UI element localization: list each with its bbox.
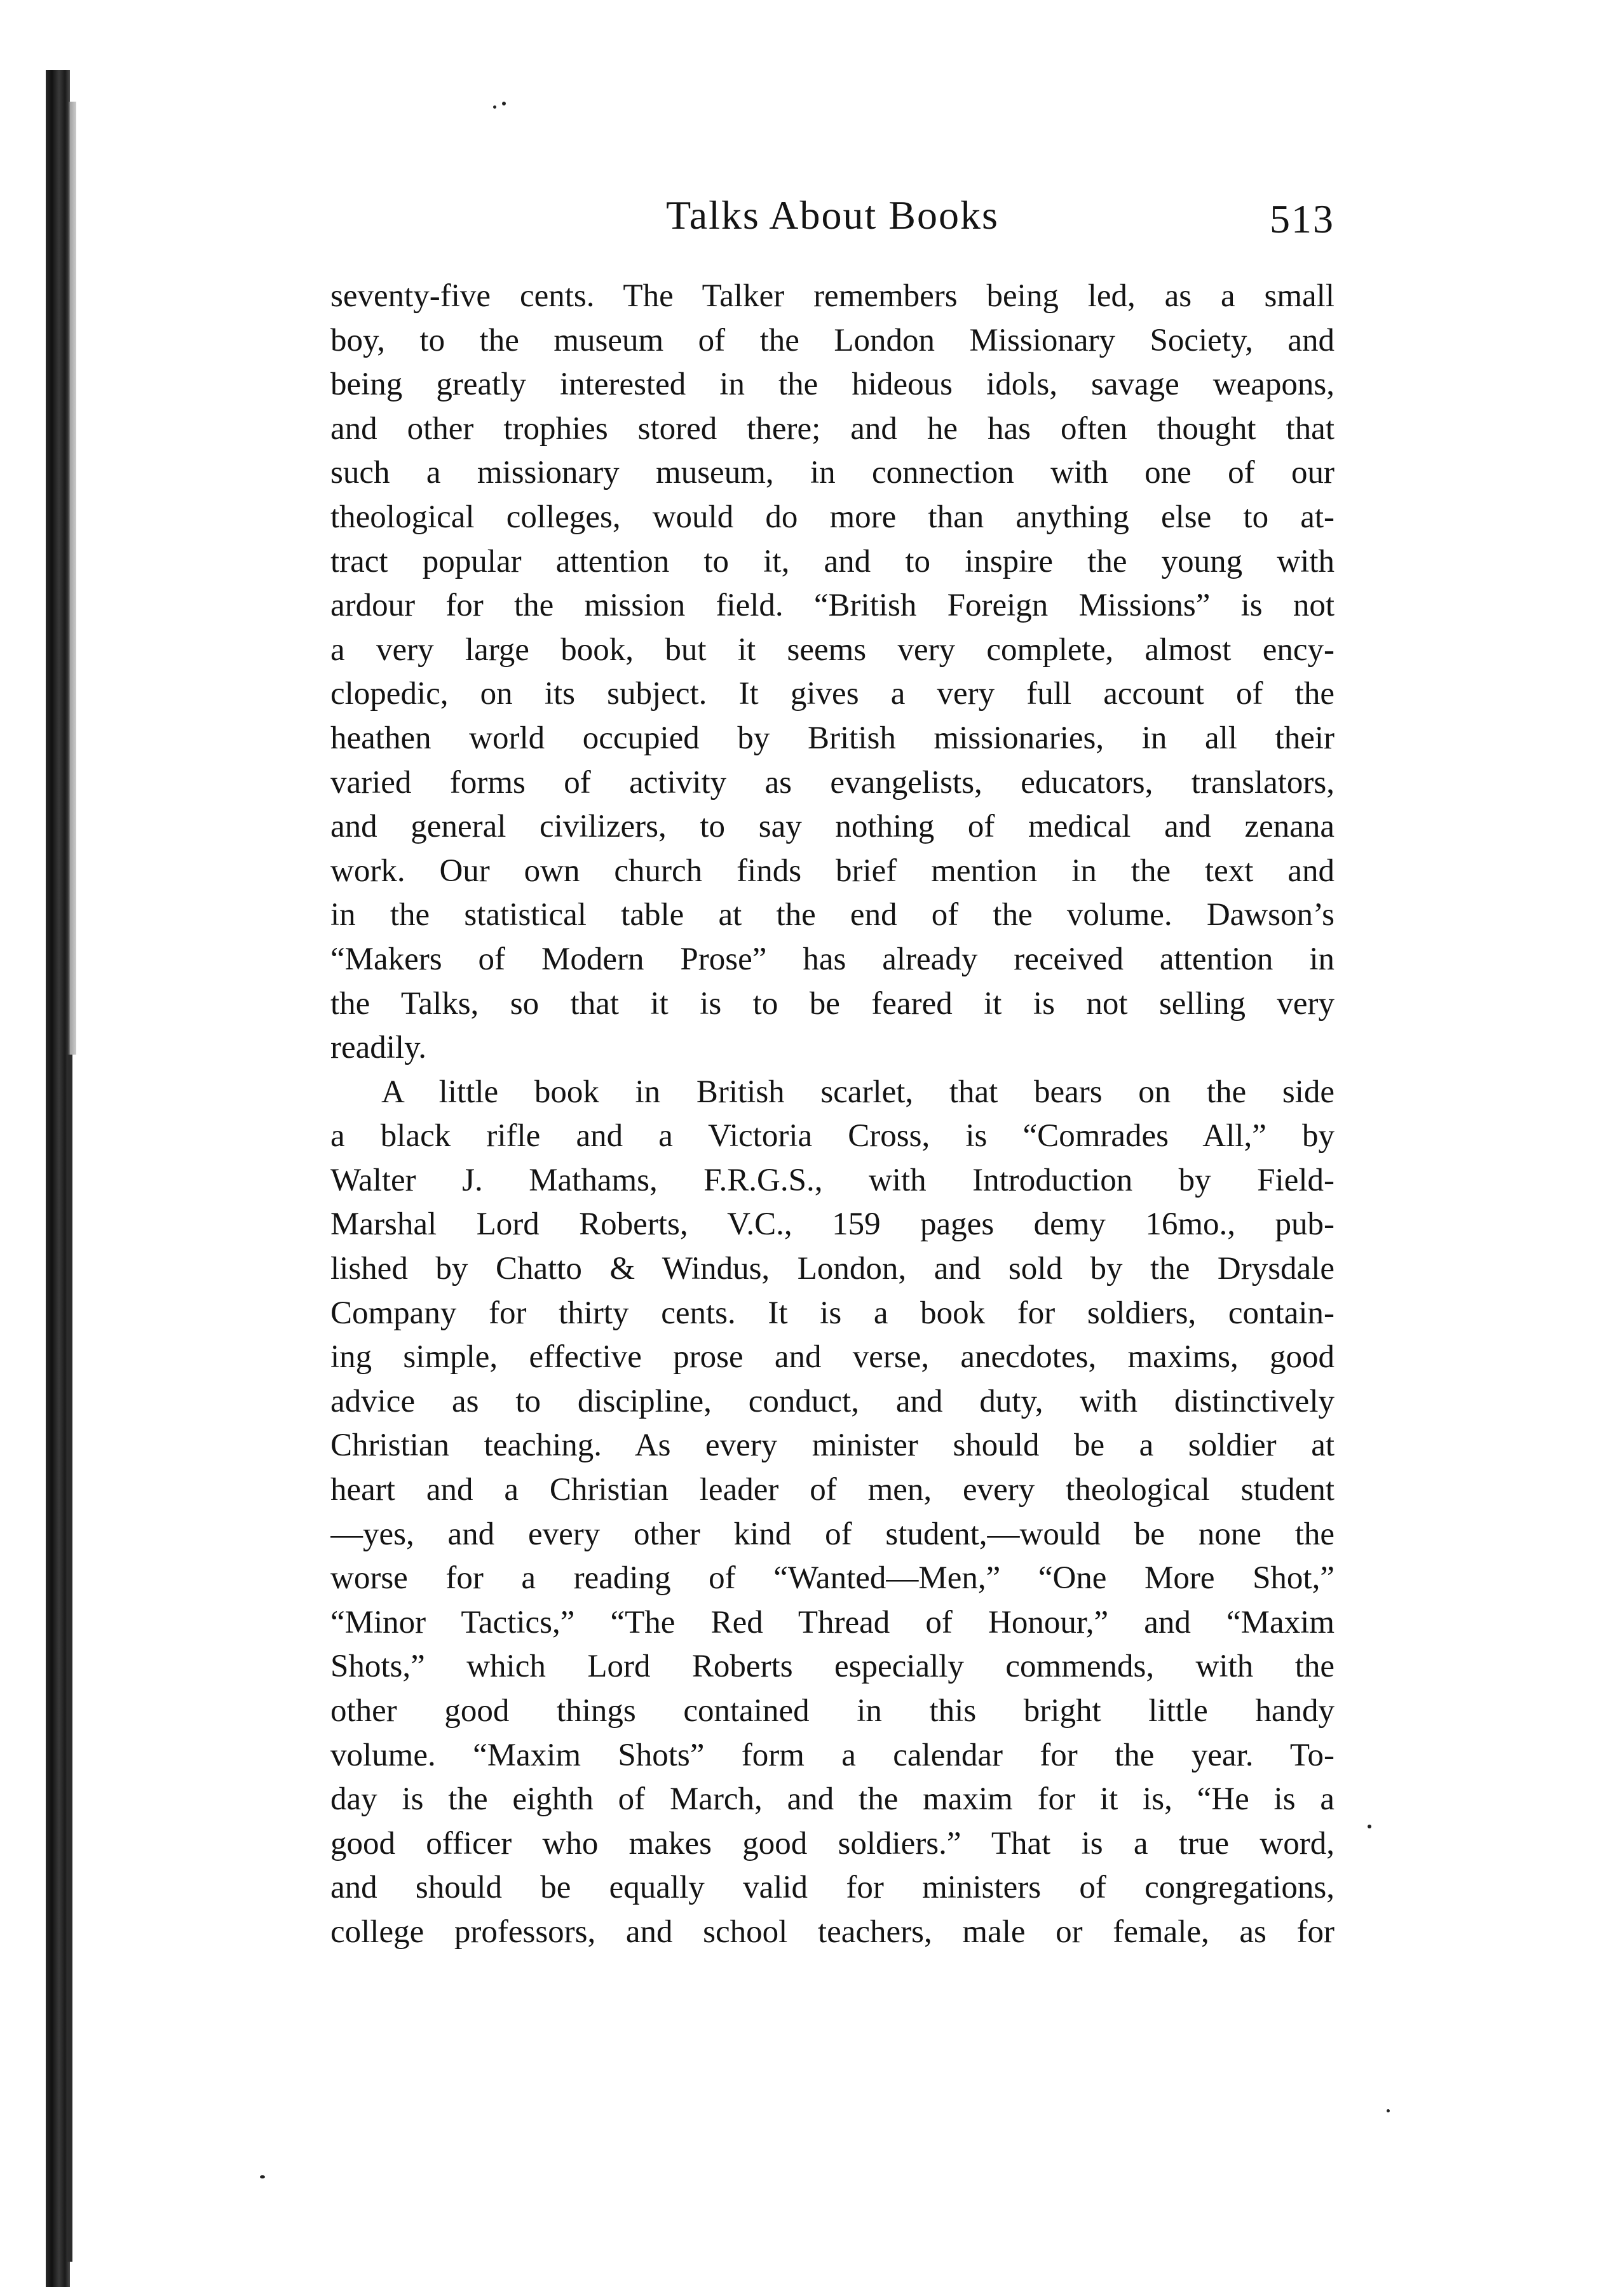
text-line: day is the eighth of March, and the maxim for it is, “He is a xyxy=(330,1781,1334,1818)
paragraph xyxy=(330,1070,1334,1955)
text-line: theological colleges, would do more than anything else to at- xyxy=(330,499,1334,535)
running-title: Talks About Books xyxy=(666,192,999,238)
text-line: Shots,” which Lord Roberts especially commends, with the xyxy=(330,1649,1334,1685)
body-text xyxy=(330,274,1334,1955)
text-line: ardour for the mission field. “British Foreign Missions” is not xyxy=(330,588,1334,624)
text-line: boy, to the museum of the London Missionary Society, and xyxy=(330,322,1334,358)
book-spine-shadow xyxy=(46,70,70,2287)
paragraph xyxy=(330,274,1334,1070)
text-line: —yes, and every other kind of student,—would be none the xyxy=(330,1516,1334,1552)
text-line: heathen world occupied by British missionaries, in all their xyxy=(330,720,1334,756)
text-line: Christian teaching. As every minister should be a soldier at xyxy=(330,1428,1334,1464)
text-line: Marshal Lord Roberts, V.C., 159 pages demy 16mo., pub- xyxy=(330,1206,1334,1243)
text-line: such a missionary museum, in connection with one of our xyxy=(330,455,1334,491)
book-spine-edge xyxy=(69,102,76,1055)
text-line: lished by Chatto & Windus, London, and sold by the Drysdale xyxy=(330,1251,1334,1287)
text-line: and general civilizers, to say nothing of medical and zenana xyxy=(330,809,1334,845)
ink-speck xyxy=(493,105,496,109)
text-line: and other trophies stored there; and he has often thought that xyxy=(330,410,1334,447)
text-line: college professors, and school teachers, male or female, as for xyxy=(330,1914,1334,1950)
text-line: a very large book, but it seems very complete, almost ency- xyxy=(330,631,1334,668)
text-line: and should be equally valid for ministers of congregations, xyxy=(330,1870,1334,1906)
text-line: seventy-five cents. The Talker remembers being led, as a small xyxy=(330,278,1334,314)
text-line: work. Our own church finds brief mention in the text and xyxy=(330,853,1334,889)
text-line: in the statistical table at the end of the volume. Dawson’s xyxy=(330,897,1334,933)
running-head xyxy=(330,192,1334,249)
ink-speck xyxy=(1387,2109,1390,2112)
ink-speck xyxy=(260,2175,265,2178)
text-line: “Makers of Modern Prose” has already received attention in xyxy=(330,941,1334,977)
text-line: heart and a Christian leader of men, every theological student xyxy=(330,1472,1334,1508)
ink-speck xyxy=(1368,1825,1371,1828)
text-line: the Talks, so that it is to be feared it is not selling very xyxy=(330,985,1334,1022)
text-line: other good things contained in this bright little handy xyxy=(330,1693,1334,1729)
text-line: Company for thirty cents. It is a book for soldiers, contain- xyxy=(330,1295,1334,1331)
text-line: readily. xyxy=(330,1030,427,1066)
text-line: a black rifle and a Victoria Cross, is “Comrades All,” by xyxy=(330,1118,1334,1154)
text-line: volume. “Maxim Shots” form a calendar for the year. To- xyxy=(330,1737,1334,1773)
text-line: clopedic, on its subject. It gives a very full account of the xyxy=(330,676,1334,712)
text-line: A little book in British scarlet, that bears on the side xyxy=(381,1074,1334,1110)
book-spine-lower xyxy=(67,1055,72,2262)
text-line: tract popular attention to it, and to inspire the young with xyxy=(330,543,1334,579)
text-line: advice as to discipline, conduct, and duty, with distinctively xyxy=(330,1383,1334,1419)
text-line: varied forms of activity as evangelists, educators, translators, xyxy=(330,764,1334,800)
text-line: ing simple, effective prose and verse, anecdotes, maxims, good xyxy=(330,1339,1334,1375)
text-line: worse for a reading of “Wanted—Men,” “One More Shot,” xyxy=(330,1560,1334,1597)
text-line: being greatly interested in the hideous idols, savage weapons, xyxy=(330,367,1334,403)
text-line: Walter J. Mathams, F.R.G.S., with Introduction by Field- xyxy=(330,1162,1334,1198)
page-number: 513 xyxy=(1270,196,1334,241)
text-line: good officer who makes good soldiers.” That is a true word, xyxy=(330,1825,1334,1861)
ink-speck xyxy=(502,102,506,105)
text-line: “Minor Tactics,” “The Red Thread of Honour,” and “Maxim xyxy=(330,1604,1334,1640)
